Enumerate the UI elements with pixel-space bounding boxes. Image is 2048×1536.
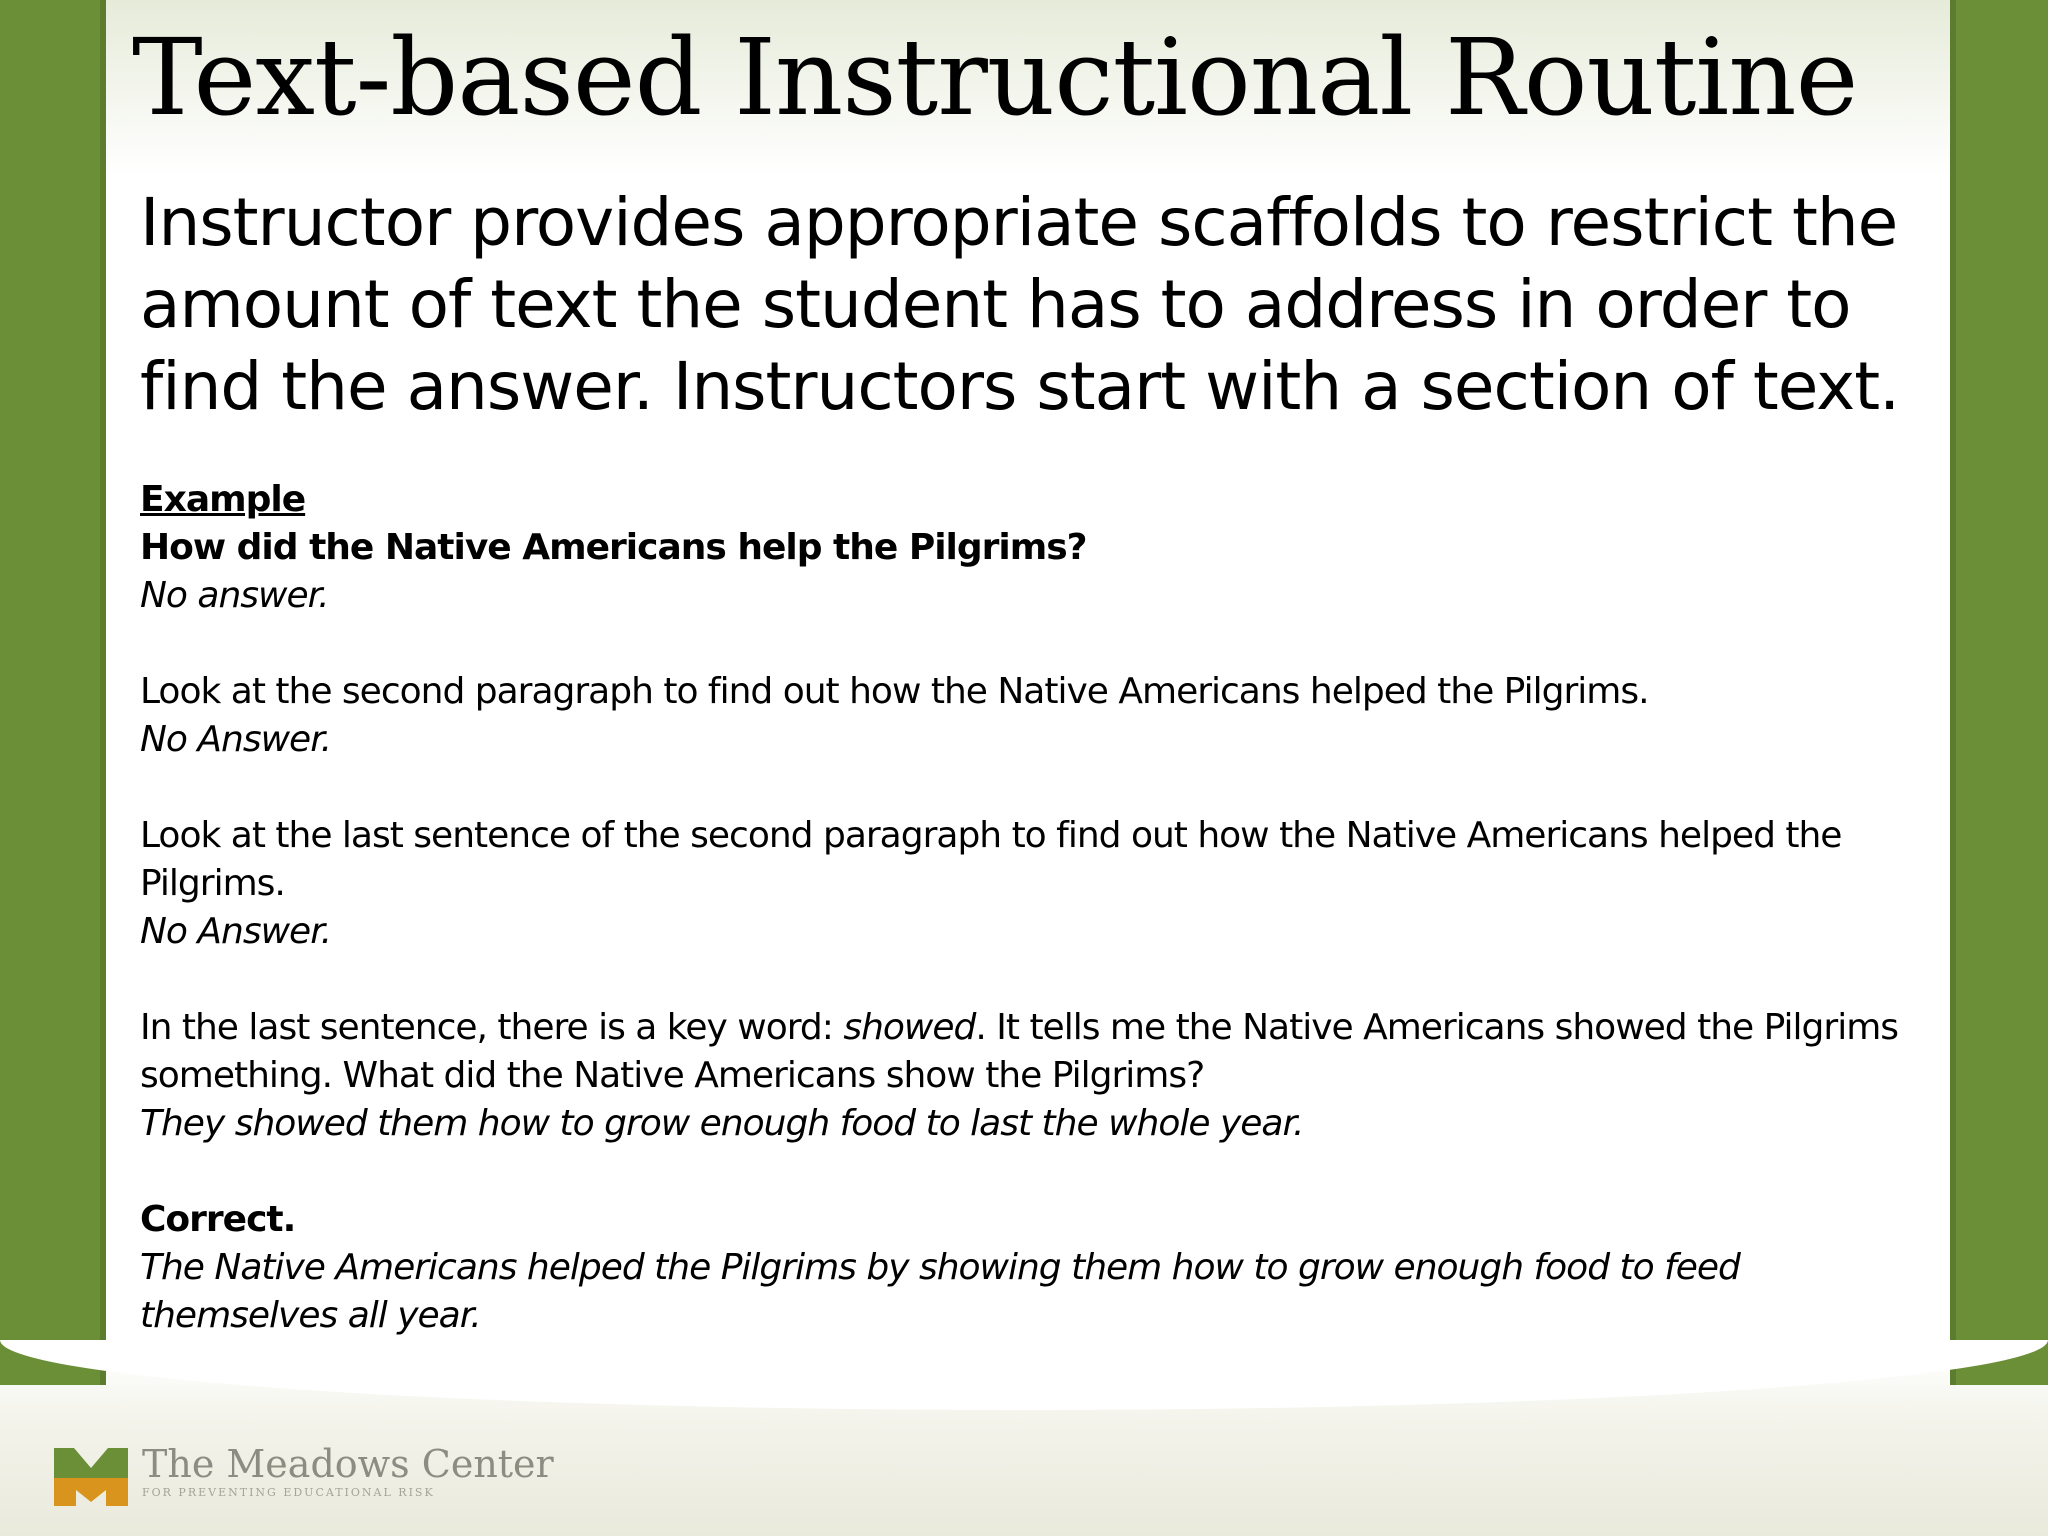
prompt-4-lead: In the last sentence, there is a key word: [140, 1007, 844, 1048]
meadows-center-logo [54, 1442, 554, 1506]
right-green-bar [1950, 0, 2048, 1385]
key-word: showed [843, 1007, 976, 1048]
feedback-correct: Correct. [140, 1199, 296, 1240]
student-response-4: They showed them how to grow enough food to last the whole year. [140, 1103, 1304, 1144]
left-green-bar [0, 0, 106, 1385]
slide-title: Text-based Instructional Routine [132, 16, 1858, 139]
scaffold-prompt-3: Look at the last sentence of the second paragraph to find out how the Native Americans helped the Pilgrims. [140, 815, 1842, 904]
spacer [140, 956, 1940, 1004]
logo-tagline: FOR PREVENTING EDUCATIONAL RISK [142, 1486, 435, 1499]
example-question: How did the Native Americans help the Pilgrims? [140, 527, 1087, 568]
student-response-3: No Answer. [140, 911, 332, 952]
meadows-m-logo-icon [54, 1448, 128, 1506]
spacer [140, 764, 1940, 812]
intro-paragraph: Instructor provides appropriate scaffolds to restrict the amount of text the student has to address in order to find the answer. Instructors start with a section of text. [140, 184, 1900, 425]
spacer [140, 1148, 1940, 1196]
model-answer: The Native Americans helped the Pilgrims by showing them how to grow enough food to feed themselves all year. [140, 1247, 1740, 1336]
logo-name: The Meadows Center [142, 1442, 554, 1486]
student-response-1: No answer. [140, 575, 329, 616]
scaffold-prompt-2: Look at the second paragraph to find out how the Native Americans helped the Pilgrims. [140, 671, 1649, 712]
scaffold-prompt-4 [140, 1004, 1940, 1100]
spacer [140, 620, 1940, 668]
example-heading: Example [140, 479, 306, 520]
logo-wordmark [142, 1442, 554, 1500]
prompt-4-rest: . It tells me the Native Americans showed the Pilgrims something. What did the Native Americans show the Pilgrims? [140, 1007, 1899, 1096]
example-section [140, 476, 1940, 1340]
student-response-2: No Answer. [140, 719, 332, 760]
